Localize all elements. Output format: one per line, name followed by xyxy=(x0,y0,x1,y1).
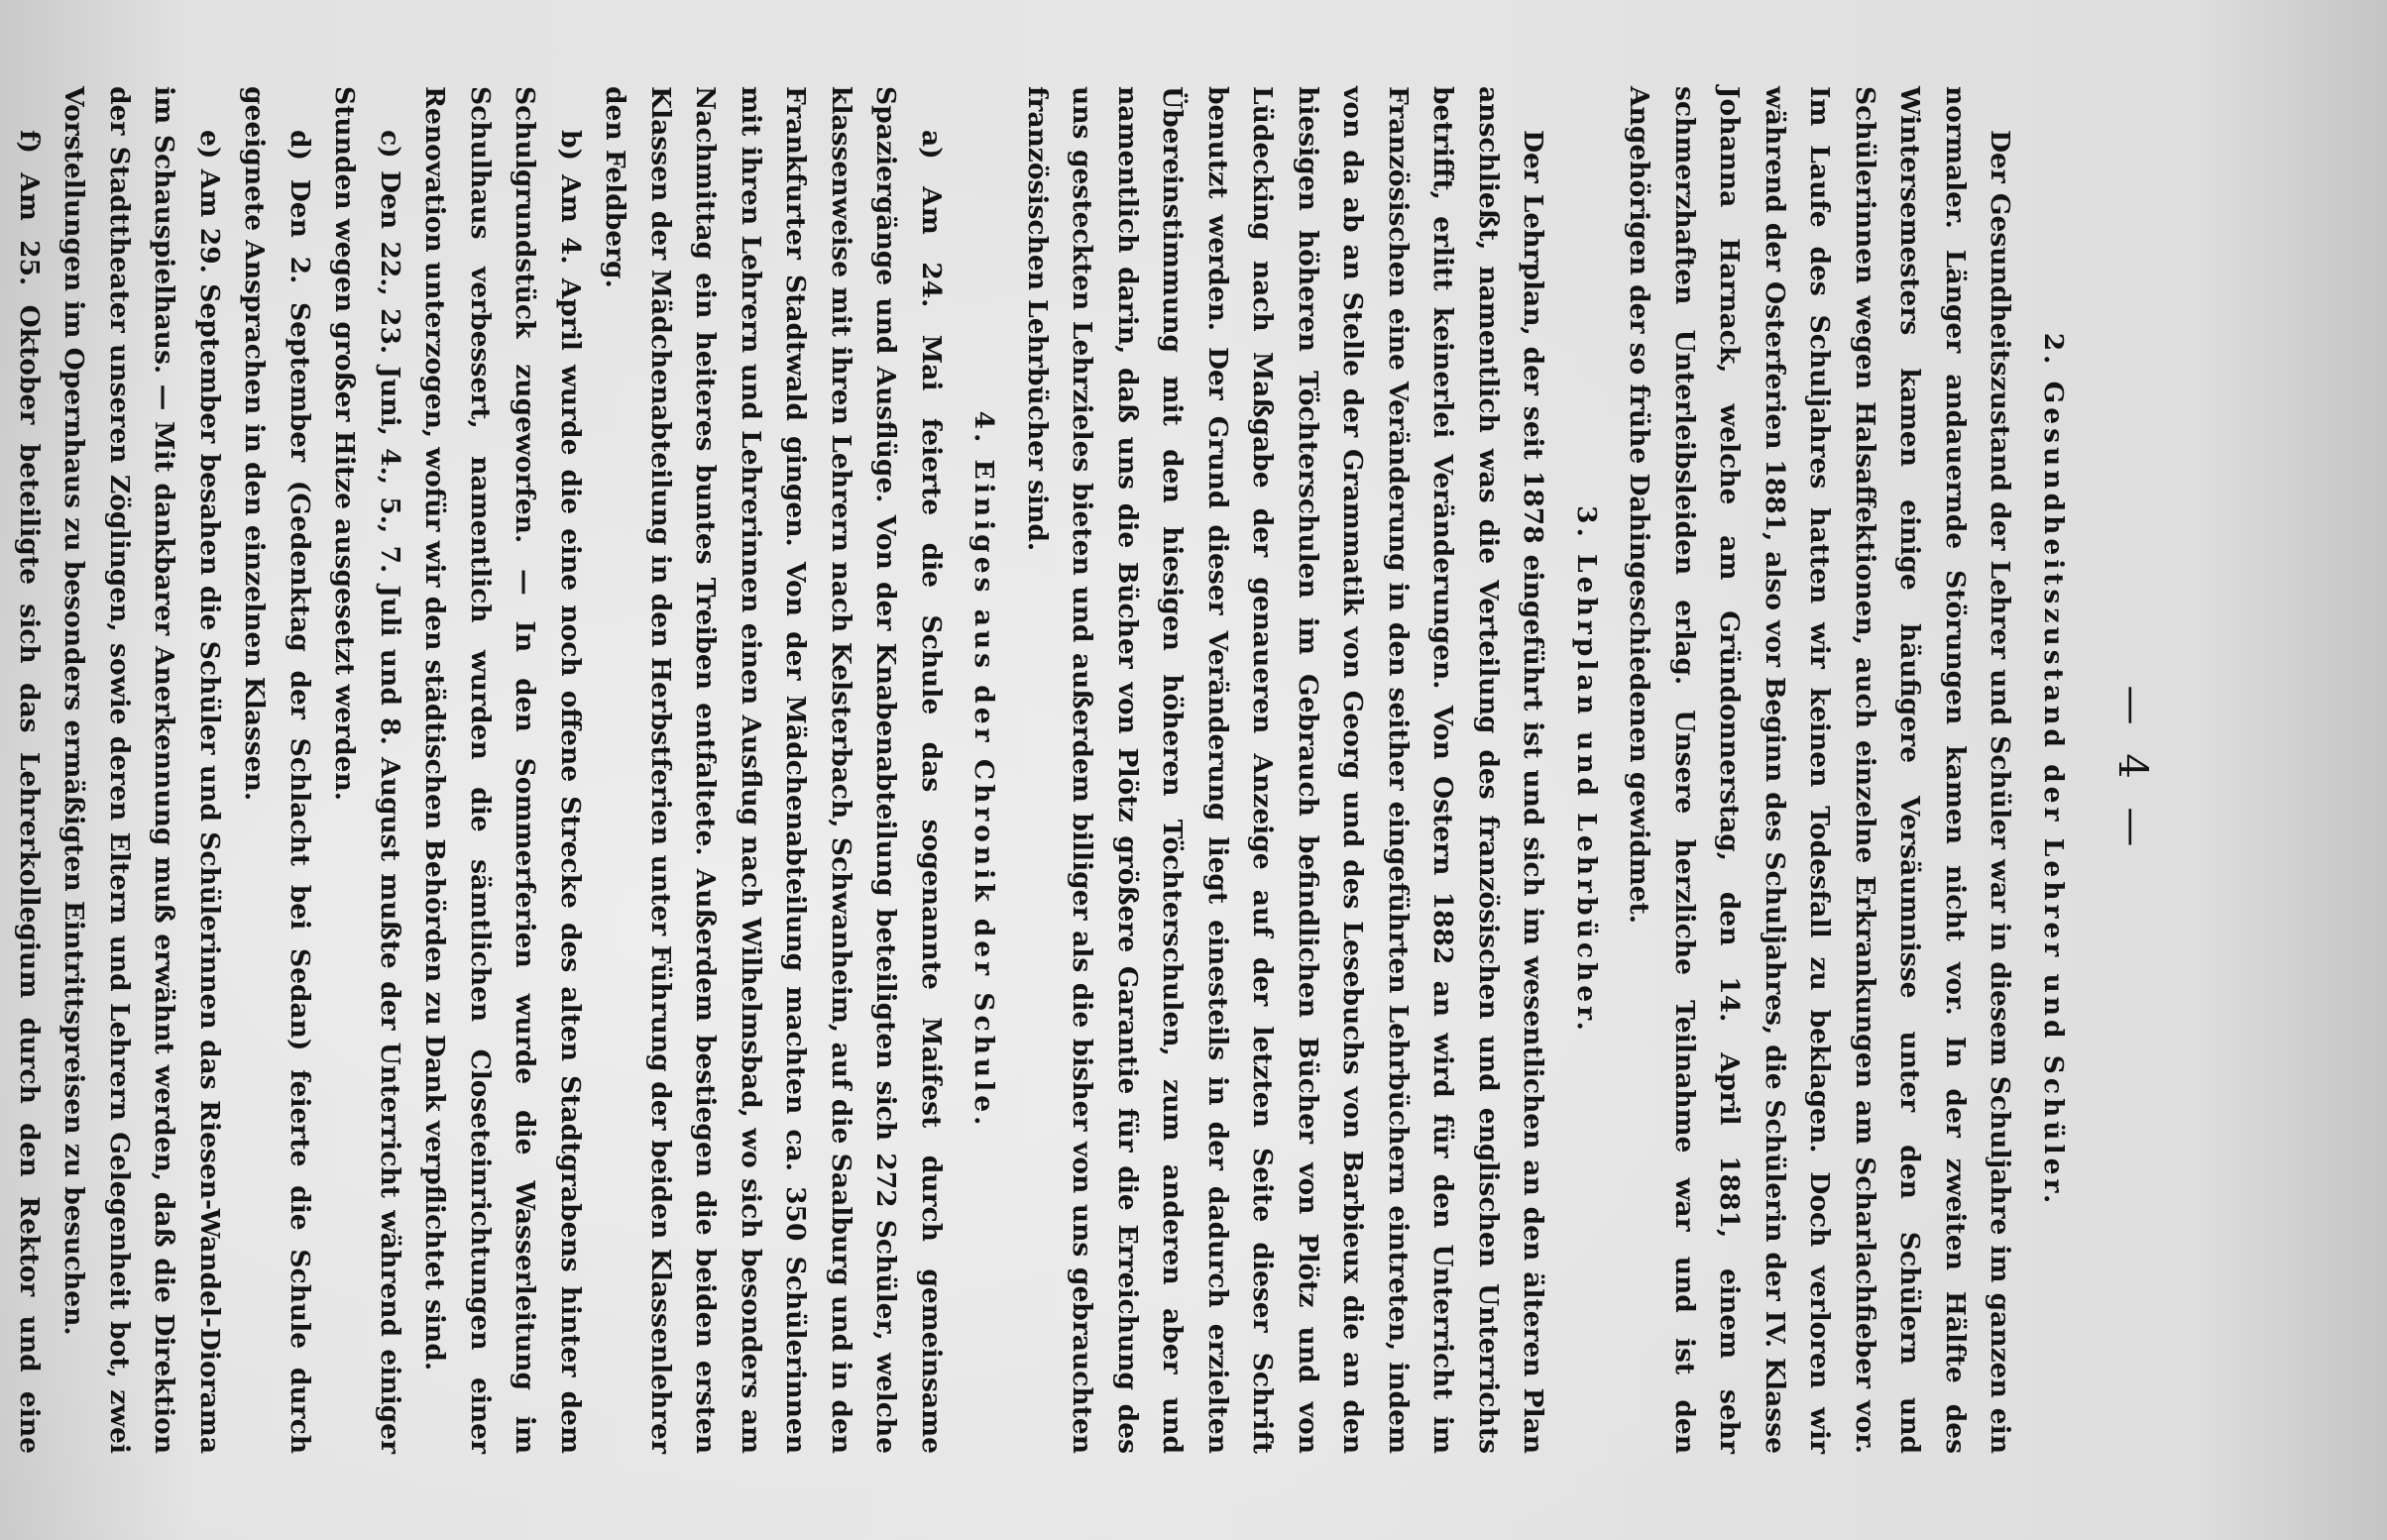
section-2-heading: 2. Gesundheitszustand der Lehrer und Schüler. xyxy=(2038,332,2069,1208)
rotated-text-block xyxy=(14,66,2165,1474)
chronicle-item-a: a) Am 24. Mai feierte die Schule das sogenannte Maifest durch gemeinsame Spaziergänge und Ausflüge. Von der Knabenabteilung beteiligten sich 272 Schüler, welche klassenweise mit ihren Lehrern nach Kelsterbach, Schwanheim, auf die Saalburg und in den Frankfurter Stadtwald gingen. Von der Mädchenabteilung machten ca. 350 Schülerinnen mit ihren Lehrern und Lehrerinnen einen Ausflug nach Wilhelmsbad, wo sich besonders am Nachmittag ein heiteres buntes Treiben entfaltete. Außerdem bestiegen die beiden ersten Klassen der Mädchenabteilung in den Herbstferien unter Führung der beiden Klassenlehrer den Feldberg. xyxy=(600,86,947,1454)
section-3-heading: 3. Lehrplan und Lehrbücher. xyxy=(1571,505,1602,1035)
chronicle-item-b: b) Am 4. April wurde die eine noch offene Strecke des alten Stadtgrabens hinter dem Schulgrundstück zugeworfen. — In den Sommerferien wurde die Wasserleitung im Schulhaus verbessert, namentlich wurden die sämtlichen Closeteinrichtungen einer Renovation unterzogen, wofür wir den städtischen Behörden zu Dank verpflichtet sind. xyxy=(419,86,586,1454)
chronicle-item-e: e) Am 29. September besahen die Schüler und Schülerinnen das Riesen-Wandel-Diorama im Schauspielhaus. — Mit dankbarer Anerkennung muß erwähnt werden, daß die Direktion der Stadttheater unseren Zöglingen, sowie deren Eltern und Lehrern Gelegenheit bot, zwei Vorstellungen im Opernhaus zu besonders ermäßigten Eintrittspreisen zu besuchen. xyxy=(58,86,225,1454)
chronicle-item-f: f) Am 25. Oktober beteiligte sich das Lehrerkollegium durch den Rektor und eine xyxy=(14,130,45,1454)
chronicle-item-d: d) Den 2. September (Gedenktag der Schlacht bei Sedan) feierte die Schule durch geeignete Ansprachen in den einzelnen Klassen. xyxy=(239,86,315,1454)
section-3-paragraph: Der Lehrplan, der seit 1878 eingeführt ist und sich im wesentlichen an den älteren Plan anschließt, namentlich was die Verteilung des französischen und englischen Unterrichts betrifft, erlitt keinerlei Veränderungen. Von Ostern 1882 an wird für den Unterricht im Französischen eine Veränderung in den seither eingeführten Lehrbüchern eintreten, indem von da ab an Stelle der Grammatik von Georg und des Lesebuchs von Barbieux die an den hiesigen höheren Töchterschulen im Gebrauch befindlichen Bücher von Plötz und von Lüdecking nach Maßgabe der genaueren Anzeige auf der letzten Seite dieser Schrift benutzt werden. Der Grund dieser Veränderung liegt einesteils in der dadurch erzielten Übereinstimmung mit den hiesigen höheren Töchterschulen, zum anderen aber und namentlich darin, daß uns die Bücher von Plötz größere Garantie für die Erreichung des uns gesteckten Lehrzieles bieten und außerdem billiger als die bisher von uns gebrauchten französischen Lehrbücher sind. xyxy=(1022,86,1549,1454)
page-number: — 4 — xyxy=(2109,685,2155,855)
section-2-paragraph: Der Gesundheitszustand der Lehrer und Schüler war in diesem Schuljahre im ganzen ein normaler. Länger andauernde Störungen kamen nicht vor. In der zweiten Hälfte des Wintersemesters kamen einige häufigere Versäumnisse unter den Schülern und Schülerinnen wegen Halsaffektionen, auch einzelne Erkrankungen am Scharlachfieber vor. Im Laufe des Schuljahres hatten wir keinen Todesfall zu beklagen. Doch verloren wir während der Osterferien 1881, also vor Beginn des Schuljahres, die Schülerin der IV. Klasse Johanna Harnack, welche am Gründonnerstag, den 14. April 1881, einem sehr schmerzhaften Unterleibsleiden erlag. Unsere herzliche Teilnahme war und ist den Angehörigen der so frühe Dahingeschiedenen gewidmet. xyxy=(1624,86,2016,1454)
section-4-heading: 4. Einiges aus der Chronik der Schule. xyxy=(968,410,1000,1130)
page-body xyxy=(0,86,2076,1454)
chronicle-item-c: c) Den 22., 23. Juni, 4., 5., 7. Juli und 8. August mußte der Unterricht während einiger Stunden wegen großer Hitze ausgesetzt werden. xyxy=(329,86,405,1454)
